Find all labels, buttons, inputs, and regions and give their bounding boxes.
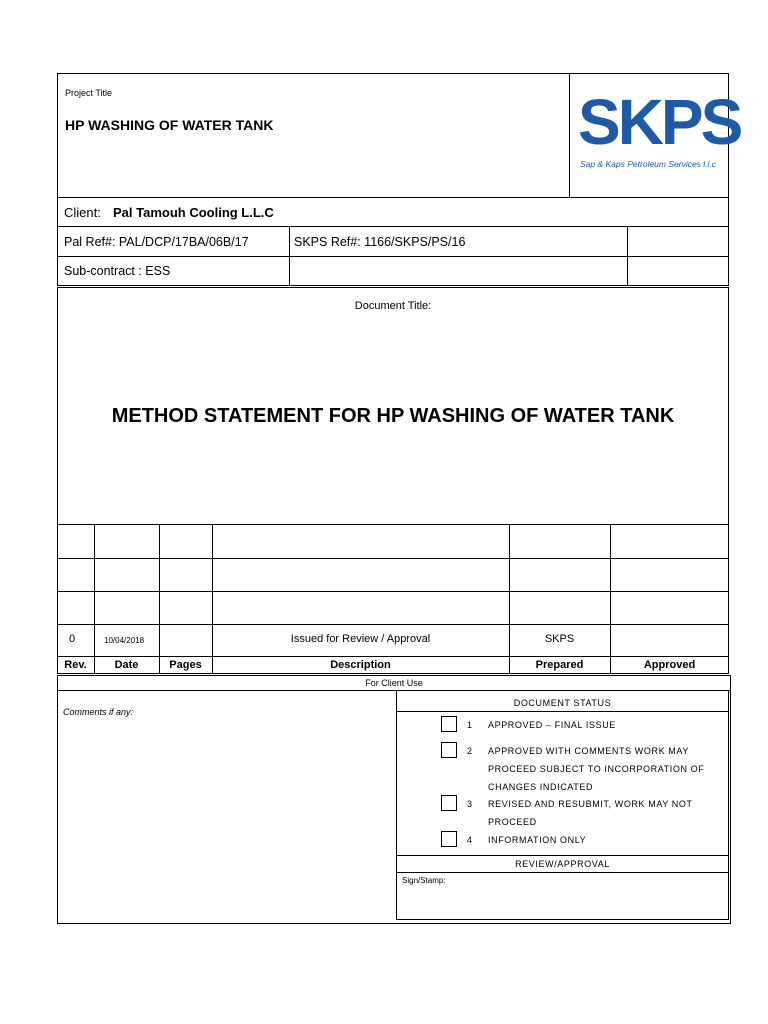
subcontract: Sub-contract : ESS	[64, 264, 171, 278]
status-text: CHANGES INDICATED	[488, 782, 594, 792]
revision-table	[57, 524, 729, 674]
header-approved: Approved	[643, 659, 696, 671]
document-title: METHOD STATEMENT FOR HP WASHING OF WATER TANK	[111, 405, 675, 427]
status-number: 3	[467, 799, 473, 809]
status-checkbox-2[interactable]	[441, 742, 457, 758]
header-date: Date	[114, 659, 139, 671]
header-rev: Rev.	[64, 659, 87, 671]
client-name: Pal Tamouh Cooling L.L.C	[113, 205, 274, 220]
skps-ref: SKPS Ref#: 1166/SKPS/PS/16	[294, 235, 466, 249]
pal-ref: Pal Ref#: PAL/DCP/17BA/06B/17	[64, 235, 249, 249]
status-number: 2	[467, 746, 473, 756]
status-number: 1	[467, 720, 473, 730]
description-cell: Issued for Review / Approval	[290, 633, 431, 645]
rev-cell: 0	[69, 633, 76, 645]
status-checkbox-4[interactable]	[441, 831, 457, 847]
prepared-cell: SKPS	[544, 633, 575, 645]
status-text: INFORMATION ONLY	[488, 835, 587, 845]
date-cell: 10/04/2018	[104, 636, 145, 645]
comments-label: Comments if any:	[63, 707, 134, 717]
header-divider	[569, 73, 570, 198]
status-checkbox-3[interactable]	[441, 795, 457, 811]
status-text: APPROVED – FINAL ISSUE	[488, 720, 616, 730]
sign-stamp-label: Sign/Stamp:	[402, 876, 446, 885]
document-title-label: Document Title:	[354, 300, 432, 312]
status-number: 4	[467, 835, 473, 845]
header-prepared: Prepared	[535, 659, 584, 671]
logo-subtitle: Sap & Kaps Petroleum Services l.l.c	[580, 159, 717, 169]
status-text: APPROVED WITH COMMENTS WORK MAY	[488, 746, 689, 756]
client-use-label: For Client Use	[365, 678, 423, 688]
status-text: PROCEED SUBJECT TO INCORPORATION OF	[488, 764, 705, 774]
client-label: Client:	[64, 205, 101, 220]
status-checkbox-1[interactable]	[441, 716, 457, 732]
project-title: HP WASHING OF WATER TANK	[65, 117, 274, 133]
document-status-title: DOCUMENT STATUS	[513, 698, 612, 708]
project-title-label: Project Title	[65, 88, 113, 98]
logo-text: SKPS	[578, 86, 741, 158]
review-approval-title: REVIEW/APPROVAL	[515, 859, 610, 869]
status-text: PROCEED	[488, 817, 537, 827]
status-text: REVISED AND RESUBMIT, WORK MAY NOT	[488, 799, 693, 809]
header-pages: Pages	[169, 659, 202, 671]
header-description: Description	[330, 659, 391, 671]
